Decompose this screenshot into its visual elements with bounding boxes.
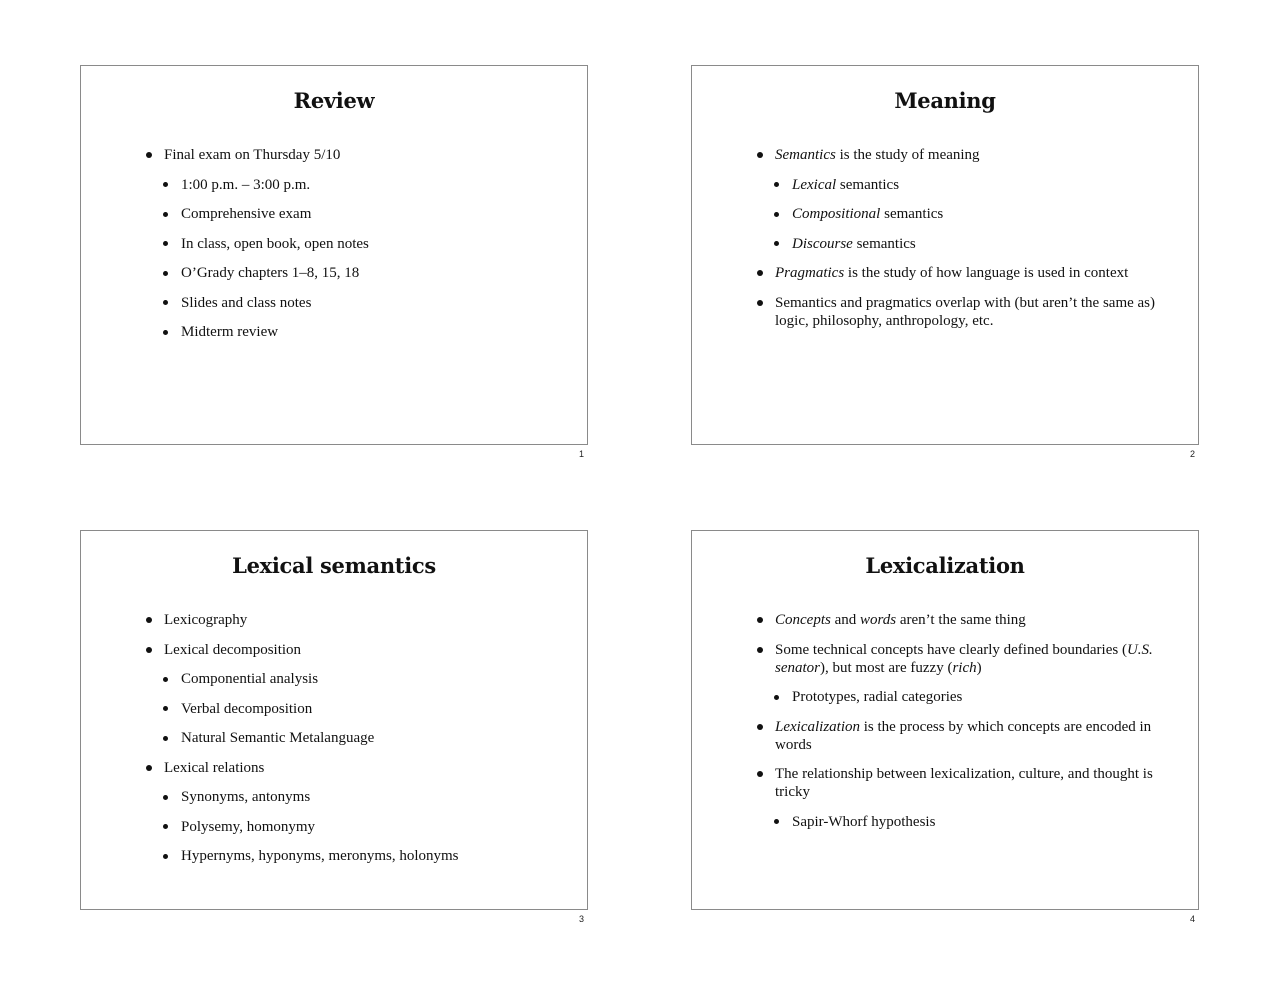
bullet-item: The relationship between lexicalization, culture, and thought is tricky: [757, 765, 1158, 801]
bullet-text: is the study of meaning: [835, 147, 980, 163]
bullet-item: Semantics and pragmatics overlap with (but aren’t the same as) logic, philosophy, anthropology, etc.: [757, 294, 1158, 330]
bullet-item: Final exam on Thursday 5/10: [146, 146, 547, 164]
slide-lexical-semantics: [80, 530, 588, 910]
bullet-text: ), but most are fuzzy (: [820, 659, 953, 676]
sub-bullet-item: Natural Semantic Metalanguage: [163, 729, 547, 747]
italic-term: Compositional: [792, 206, 881, 222]
sub-bullet-item: Sapir-Whorf hypothesis: [774, 813, 1158, 831]
bullet-text: and: [830, 612, 860, 628]
italic-term: Lexicalization: [775, 718, 860, 735]
italic-term: Concepts: [775, 612, 831, 628]
sub-bullet-item: Comprehensive exam: [163, 205, 547, 223]
sub-bullet-item: 1:00 p.m. – 3:00 p.m.: [163, 176, 547, 194]
sub-bullet-item: Synonyms, antonyms: [163, 788, 547, 806]
sub-bullet-item: Polysemy, homonymy: [163, 818, 547, 836]
slide-meaning: [691, 65, 1199, 445]
bullet-item: [757, 611, 1158, 629]
slide-title: Lexicalization: [865, 553, 1025, 578]
sub-bullet-item: Midterm review: [163, 323, 547, 341]
sub-bullet-item: [774, 235, 1158, 253]
sub-bullet-item: [774, 176, 1158, 194]
bullet-item: Lexical relations: [146, 759, 547, 777]
italic-term: Discourse: [792, 235, 853, 252]
bullet-list: [757, 146, 1158, 341]
slide-lexicalization: [691, 530, 1199, 910]
italic-term: Lexical: [792, 176, 837, 193]
bullet-text: Some technical concepts have clearly defined boundaries (: [775, 641, 1127, 658]
bullet-item: [757, 146, 1158, 164]
page-number: 1: [579, 449, 585, 459]
bullet-item: [757, 718, 1158, 754]
page-number: 3: [579, 914, 585, 924]
bullet-text: is the process by which concepts are encoded in words: [775, 718, 1152, 753]
slide-review: [80, 65, 588, 445]
sub-bullet-item: Slides and class notes: [163, 294, 547, 312]
bullet-text: semantics: [880, 206, 944, 222]
bullet-item: [757, 641, 1158, 677]
bullet-item: Lexicography: [146, 611, 547, 629]
page-number: 4: [1190, 914, 1196, 924]
sub-bullet-item: Verbal decomposition: [163, 700, 547, 718]
italic-term: Semantics: [775, 147, 836, 163]
sub-bullet-item: Componential analysis: [163, 670, 547, 688]
bullet-text: semantics: [852, 235, 916, 252]
italic-term: Pragmatics: [775, 265, 845, 281]
sub-bullet-item: O’Grady chapters 1–8, 15, 18: [163, 264, 547, 282]
page-number: 2: [1190, 449, 1196, 459]
italic-term: words: [860, 612, 897, 628]
sub-bullet-item: In class, open book, open notes: [163, 235, 547, 253]
bullet-text: is the study of how language is used in context: [844, 265, 1129, 281]
slide-title: Lexical semantics: [232, 553, 436, 578]
bullet-item: [757, 264, 1158, 282]
bullet-list: [146, 611, 547, 877]
bullet-text: aren’t the same thing: [896, 612, 1026, 628]
sub-bullet-item: [774, 205, 1158, 223]
italic-term: U.S. senator: [775, 641, 1153, 676]
slide-title: Review: [293, 88, 375, 113]
bullet-item: Lexical decomposition: [146, 641, 547, 659]
bullet-text: semantics: [836, 176, 900, 193]
slide-title: Meaning: [894, 88, 996, 113]
italic-term: rich: [952, 659, 977, 676]
sub-bullet-item: Hypernyms, hyponyms, meronyms, holonyms: [163, 847, 547, 865]
bullet-list: [146, 146, 547, 353]
bullet-list: [757, 611, 1158, 842]
bullet-text: ): [976, 659, 982, 676]
sub-bullet-item: Prototypes, radial categories: [774, 688, 1158, 706]
